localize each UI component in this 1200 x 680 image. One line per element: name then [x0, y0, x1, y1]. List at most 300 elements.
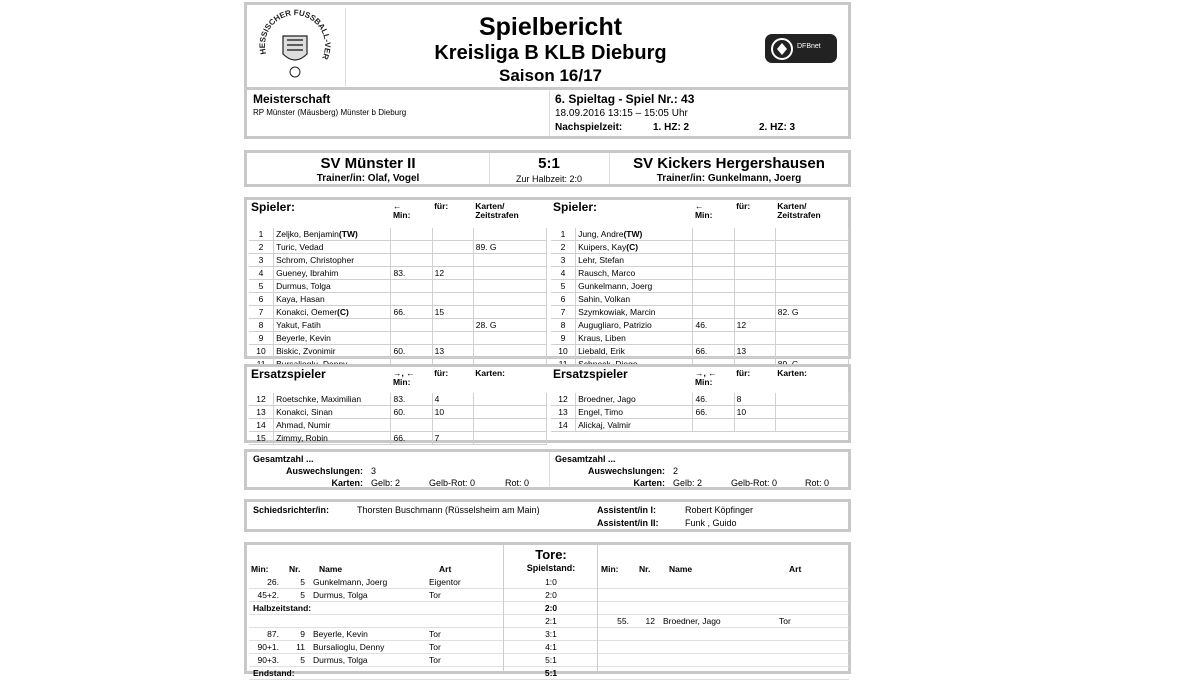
player-row [249, 254, 547, 267]
sub-for-number [432, 419, 473, 432]
player-name-text: Augugliaro, Patrizio [578, 319, 652, 330]
player-name [274, 241, 391, 254]
player-row [551, 393, 849, 406]
away-subs-list [551, 393, 849, 432]
goal-minute: 55. [617, 616, 629, 626]
dfb-icon [769, 36, 795, 62]
player-row [551, 228, 849, 241]
card-info [775, 406, 848, 419]
card-info [473, 280, 546, 293]
player-number: 6 [249, 293, 274, 306]
home-trainer: Trainer/in: Olaf, Vogel [316, 173, 420, 184]
extra-time-label: Nachspielzeit: [555, 122, 623, 133]
player-row [249, 332, 547, 345]
player-name-text: Biskic, Zvonimir [276, 345, 336, 356]
player-name-text: Zeljko, Benjamin [276, 228, 339, 239]
sub-minute [391, 293, 432, 306]
halftime-score: Zur Halbzeit: 2:0 [515, 174, 583, 184]
sub-for-number [432, 319, 473, 332]
player-row [249, 345, 547, 358]
player-name [576, 319, 693, 332]
goal-running-score: 4:1 [545, 642, 557, 652]
player-name-text: Broedner, Jago [578, 393, 636, 404]
goal-minute: 26. [267, 577, 279, 587]
player-row [249, 393, 547, 406]
officials-section [244, 499, 851, 532]
sub-minute: 66. [693, 345, 734, 358]
player-row [551, 254, 849, 267]
competition: Meisterschaft [253, 92, 331, 106]
player-name [576, 293, 693, 306]
player-name-text: Ahmad, Numir [276, 419, 331, 430]
player-name-text: Liebald, Erik [578, 345, 625, 356]
sub-for-number [432, 293, 473, 306]
player-name [274, 254, 391, 267]
sub-minute [693, 332, 734, 345]
player-number: 10 [249, 345, 274, 358]
player-number: 3 [551, 254, 576, 267]
sub-minute [391, 241, 432, 254]
player-number: 13 [249, 406, 274, 419]
goal-scorer: Bursalioglu, Denny [313, 642, 385, 652]
home-goals-header: Min: Nr. Name Art [251, 563, 452, 574]
sub-for-number [734, 267, 775, 280]
player-number: 9 [551, 332, 576, 345]
player-name [576, 267, 693, 280]
card-info [775, 393, 848, 406]
player-name-text: Jung, Andre [578, 228, 624, 239]
extra-time-hz2: 2. HZ: 3 [759, 122, 796, 133]
player-name [576, 228, 693, 241]
goal-player-number: 5 [300, 577, 305, 587]
card-info [473, 293, 546, 306]
player-row [551, 419, 849, 432]
goal-row [249, 654, 849, 667]
player-name [274, 432, 391, 445]
sub-minute [693, 241, 734, 254]
player-number: 9 [249, 332, 274, 345]
goal-player-number: 5 [300, 590, 305, 600]
card-info [775, 419, 848, 432]
logo-text: HESSISCHER FUSSBALL-VER [257, 8, 333, 61]
player-name-text: Gunkelmann, Joerg [578, 280, 653, 291]
sub-minute: 66. [391, 432, 432, 445]
player-name-text: Durmus, Tolga [276, 280, 331, 291]
players-section [244, 197, 851, 359]
sub-for-number [432, 254, 473, 267]
player-number: 1 [551, 228, 576, 241]
totals-section [244, 449, 851, 490]
goal-row [249, 602, 849, 615]
sub-minute: 46. [693, 319, 734, 332]
score-column-heading: Spielstand: [526, 563, 576, 573]
goal-running-score: 2:0 [545, 590, 557, 600]
away-yellow: Gelb: 2 [673, 478, 703, 488]
player-row [551, 293, 849, 306]
sub-for-number [734, 419, 775, 432]
player-name [274, 345, 391, 358]
goal-scorer: Gunkelmann, Joerg [313, 577, 388, 587]
sub-for-number [734, 280, 775, 293]
sub-minute: 66. [693, 406, 734, 419]
away-trainer: Trainer/in: Gunkelmann, Joerg [656, 173, 802, 184]
player-name-text: Alickaj, Valmir [578, 419, 631, 430]
player-role-tag: (C) [337, 306, 349, 317]
player-name-text: Szymkowiak, Marcin [578, 306, 656, 317]
goal-running-score: 2:1 [545, 616, 557, 626]
sub-minute: 83. [391, 267, 432, 280]
player-number: 6 [551, 293, 576, 306]
dfbnet-label: DFBnet [797, 43, 821, 50]
card-info: 82. G [775, 306, 848, 319]
referee-name: Thorsten Buschmann (Rüsselsheim am Main) [357, 505, 540, 515]
player-name [576, 254, 693, 267]
home-subs-label: Auswechslungen: [285, 466, 363, 476]
goal-type: Eigentor [429, 577, 461, 587]
sub-for-number: 7 [432, 432, 473, 445]
goal-scorer: Durmus, Tolga [313, 590, 368, 600]
player-row [551, 345, 849, 358]
player-number: 15 [249, 432, 274, 445]
sub-minute [693, 293, 734, 306]
goal-type: Tor [429, 590, 441, 600]
player-number: 3 [249, 254, 274, 267]
goal-player-number: 11 [296, 642, 305, 652]
goal-player-number: 9 [300, 629, 305, 639]
player-name [274, 393, 391, 406]
away-players-list [551, 228, 849, 371]
player-name [576, 241, 693, 254]
assistant1-name: Robert Köpfinger [685, 505, 754, 515]
sub-for-number [734, 228, 775, 241]
card-info [473, 228, 546, 241]
home-subs [249, 369, 547, 445]
player-number: 12 [551, 393, 576, 406]
sub-minute [391, 419, 432, 432]
player-row [551, 280, 849, 293]
card-info [775, 293, 848, 306]
player-name [274, 332, 391, 345]
player-number: 10 [551, 345, 576, 358]
player-number: 14 [551, 419, 576, 432]
card-info [775, 332, 848, 345]
player-number: 12 [249, 393, 274, 406]
player-role-tag: (TW) [338, 228, 358, 239]
player-number: 2 [551, 241, 576, 254]
card-info [473, 306, 546, 319]
dfbnet-logo [765, 34, 837, 63]
goal-section-label: Endstand: [253, 668, 295, 678]
extra-time-hz1: 1. HZ: 2 [653, 122, 690, 133]
goal-player-number: 5 [300, 655, 305, 665]
goal-row [249, 667, 849, 680]
player-row [551, 267, 849, 280]
player-name-text: Schrom, Christopher [276, 254, 355, 265]
player-row [551, 306, 849, 319]
player-number: 1 [249, 228, 274, 241]
sub-minute [693, 280, 734, 293]
home-red: Rot: 0 [505, 478, 530, 488]
player-number: 14 [249, 419, 274, 432]
sub-for-number [432, 228, 473, 241]
card-info [473, 393, 546, 406]
min-col: ← Min: [392, 201, 411, 220]
player-row [551, 319, 849, 332]
player-number: 5 [551, 280, 576, 293]
away-team: SV Kickers Hergershausen [633, 155, 825, 172]
sub-for-number [432, 280, 473, 293]
home-team: SV Münster II [320, 155, 416, 172]
sub-for-number: 4 [432, 393, 473, 406]
player-name [274, 319, 391, 332]
away-subs-count: 2 [673, 466, 679, 476]
final-score: 5:1 [538, 155, 560, 172]
card-info [775, 345, 848, 358]
player-row [249, 293, 547, 306]
player-name [576, 419, 693, 432]
player-name-text: Zimmy, Robin [276, 432, 328, 443]
cards-col-away: Karten/ Zeitstrafen [777, 201, 821, 220]
away-totals-label: Gesamtzahl ... [555, 454, 616, 464]
sub-min-col-away: →, ← Min: [694, 368, 717, 387]
player-name-text: Kraus, Liben [578, 332, 626, 343]
sub-minute: 66. [391, 306, 432, 319]
referee-label: Schiedsrichter/in: [253, 505, 330, 515]
away-yellowred: Gelb-Rot: 0 [731, 478, 778, 488]
player-number: 2 [249, 241, 274, 254]
sub-for-number: 13 [432, 345, 473, 358]
away-goals-header: Min: Nr. Name Art [601, 563, 802, 574]
home-lineup [249, 202, 547, 371]
home-players-list [249, 228, 547, 371]
card-info [473, 432, 546, 445]
player-name-text: Konakci, Oemer [276, 306, 338, 317]
player-name-text: Gueney, Ibrahim [276, 267, 339, 278]
assistant1-label: Assistent/in I: [597, 505, 657, 515]
sub-minute: 60. [391, 345, 432, 358]
season: Saison 16/17 [498, 66, 602, 85]
league-name: Kreisliga B KLB Dieburg [434, 42, 667, 64]
matchday: 6. Spieltag - Spiel Nr.: 43 [555, 92, 695, 106]
player-row [249, 280, 547, 293]
goal-type: Tor [429, 642, 441, 652]
player-number: 7 [249, 306, 274, 319]
sub-for-number: 8 [734, 393, 775, 406]
sub-minute [693, 254, 734, 267]
away-red: Rot: 0 [805, 478, 830, 488]
player-row [249, 406, 547, 419]
player-number: 7 [551, 306, 576, 319]
home-cards-label: Karten: [331, 478, 363, 488]
sub-minute: 46. [693, 393, 734, 406]
card-info [775, 319, 848, 332]
goals-section [244, 542, 851, 678]
player-number: 4 [551, 267, 576, 280]
sub-minute: 83. [391, 393, 432, 406]
player-row [249, 267, 547, 280]
away-subs [551, 369, 849, 432]
player-name [576, 306, 693, 319]
goal-row [249, 628, 849, 641]
goal-running-score: 5:1 [545, 655, 557, 665]
goals-list [249, 576, 849, 680]
subs-heading: Ersatzspieler [251, 367, 326, 381]
sub-minute [693, 306, 734, 319]
player-row [551, 241, 849, 254]
away-lineup [551, 202, 849, 371]
player-name-text: Roetschke, Maximilian [276, 393, 362, 404]
player-name-text: Turic, Vedad [276, 241, 324, 252]
player-name-text: Lehr, Stefan [578, 254, 624, 265]
goal-type: Tor [429, 655, 441, 665]
card-info [473, 345, 546, 358]
sub-for-number: 15 [432, 306, 473, 319]
player-name-text: Kaya, Hasan [276, 293, 325, 304]
player-name-text: Yakut, Fatih [276, 319, 321, 330]
card-info: 89. G [473, 241, 546, 254]
venue: RP Münster (Mäusberg) Münster b Dieburg [253, 108, 407, 117]
goal-scorer: Durmus, Tolga [313, 655, 368, 665]
sub-for-number: 13 [734, 345, 775, 358]
away-subs-label: Auswechslungen: [587, 466, 665, 476]
player-role-tag: (C) [626, 241, 639, 252]
goal-running-score: 5:1 [544, 668, 558, 678]
for-col-away: für: [736, 201, 751, 211]
sub-minute [693, 419, 734, 432]
cards-col: Karten/ Zeitstrafen [475, 201, 519, 220]
card-info [775, 280, 848, 293]
sub-for-col-away: für: [736, 368, 751, 378]
goal-row [249, 641, 849, 654]
goal-running-score: 3:1 [545, 629, 557, 639]
goal-scorer: Broedner, Jago [663, 616, 721, 626]
goal-scorer: Beyerle, Kevin [313, 629, 368, 639]
goal-row [249, 615, 849, 628]
player-name-text: Sahin, Volkan [578, 293, 631, 304]
sub-minute: 60. [391, 406, 432, 419]
player-row [249, 241, 547, 254]
sub-minute [391, 319, 432, 332]
away-cards-label: Karten: [633, 478, 665, 488]
card-info [775, 254, 848, 267]
sub-cards-col-away: Karten: [777, 368, 807, 378]
home-totals-label: Gesamtzahl ... [253, 454, 314, 464]
player-number: 5 [249, 280, 274, 293]
sub-for-number [734, 332, 775, 345]
assistant2-name: Funk , Guido [685, 518, 737, 528]
player-name [274, 267, 391, 280]
player-name-text: Engel, Timo [578, 406, 623, 417]
home-yellowred: Gelb-Rot: 0 [429, 478, 476, 488]
sub-minute [391, 254, 432, 267]
player-name [274, 280, 391, 293]
sub-for-col: für: [434, 368, 449, 378]
player-name [576, 406, 693, 419]
goal-minute: 45+2. [257, 590, 279, 600]
for-col: für: [434, 201, 449, 211]
sub-for-number [432, 241, 473, 254]
sub-for-number [734, 254, 775, 267]
player-number: 13 [551, 406, 576, 419]
home-subs-count: 3 [371, 466, 377, 476]
teams-bar [244, 150, 851, 187]
player-role-tag: (TW) [623, 228, 643, 239]
card-info [775, 241, 848, 254]
sub-cards-col: Karten: [475, 368, 505, 378]
report-title: Spielbericht [478, 13, 623, 41]
home-yellow: Gelb: 2 [371, 478, 401, 488]
card-info [473, 254, 546, 267]
match-info [244, 90, 851, 139]
player-name-text: Kuipers, Kay [578, 241, 627, 252]
sub-minute [391, 228, 432, 241]
report-header [244, 2, 851, 90]
goal-minute: 90+1. [257, 642, 279, 652]
sub-for-number: 10 [432, 406, 473, 419]
goal-running-score: 2:0 [544, 603, 558, 613]
player-row [551, 406, 849, 419]
player-name [274, 293, 391, 306]
sub-minute [391, 280, 432, 293]
card-info [473, 332, 546, 345]
player-name [576, 332, 693, 345]
goal-section-label: Halbzeitstand: [253, 603, 312, 613]
player-name-text: Konakci, Sinan [276, 406, 333, 417]
player-row [249, 306, 547, 319]
min-col-away: ← Min: [694, 201, 713, 220]
player-name [274, 419, 391, 432]
goal-minute: 90+3. [257, 655, 279, 665]
goal-minute: 87. [267, 629, 279, 639]
card-info: 28. G [473, 319, 546, 332]
player-name [274, 306, 391, 319]
sub-for-number [734, 306, 775, 319]
player-row [249, 419, 547, 432]
players-heading: Spieler: [251, 200, 296, 214]
card-info [473, 419, 546, 432]
player-name-text: Beyerle, Kevin [276, 332, 331, 343]
subs-section [244, 364, 851, 443]
player-number: 4 [249, 267, 274, 280]
player-row [249, 228, 547, 241]
goals-title: Tore: [535, 547, 567, 562]
card-info [473, 406, 546, 419]
home-subs-list [249, 393, 547, 445]
card-info [775, 267, 848, 280]
player-row [249, 432, 547, 445]
player-row [249, 319, 547, 332]
goal-player-number: 12 [645, 616, 655, 626]
player-number: 8 [551, 319, 576, 332]
goal-running-score: 1:0 [545, 577, 557, 587]
players-heading-away: Spieler: [553, 200, 598, 214]
player-name [576, 280, 693, 293]
player-name [576, 345, 693, 358]
player-name [274, 406, 391, 419]
player-name [274, 228, 391, 241]
card-info [775, 228, 848, 241]
sub-for-number [734, 293, 775, 306]
card-info [473, 267, 546, 280]
sub-min-col: →, ← Min: [392, 368, 415, 387]
goal-type: Tor [779, 616, 791, 626]
goal-row [249, 589, 849, 602]
sub-for-number: 12 [432, 267, 473, 280]
player-row [551, 332, 849, 345]
match-datetime: 18.09.2016 13:15 – 15:05 Uhr [555, 108, 688, 119]
sub-minute [391, 332, 432, 345]
sub-for-number: 10 [734, 406, 775, 419]
